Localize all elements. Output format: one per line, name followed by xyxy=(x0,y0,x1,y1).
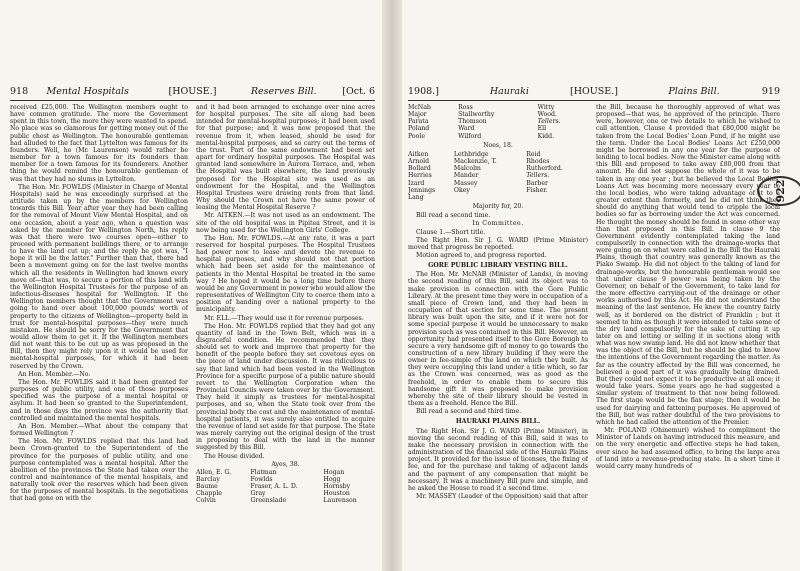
page-number: 918 xyxy=(10,86,29,97)
paragraph: Clause 1.—Short title. xyxy=(416,228,486,236)
table-row xyxy=(408,111,588,118)
member-name: Wilford xyxy=(458,132,482,140)
member-name: Hogg xyxy=(323,475,341,483)
paragraph: the Bill, because he thoroughly approved of what was proposed—that was, he approved of the principle. There were, however, one or two details to which he wished to call attention. Clause 4 provided that £80,000 might be taken from the Local Bodies' Loan Fund, if he might use the term. Under the Local Bodies' Loans Act £250,000 might be borrowed in any one year for the purpose of lending to local bodies. Now the Minister came along with this Bill and proposed to take away £80,000 from that amount. He did not suppose the whole of it was to be taken in any one year ; but he believed the Local Bodies' Loans Act was becoming more necessary every year to the local bodies, who were taking advantage of it to a greater extent than formerly, and he did not think they should do anything that would tend to cripple the local bodies so far as borrowing under the Act was concerned. He thought the money should be found in some other way than that proposed in this Bill. In clause 9 the Government evidently contemplated taking the land compulsorily in connection with the drainage-works that were going on on what were called in the Bill the Hauraki Plains, though that country was generally known as the Piako Swamp. He did not object to the taking of land for drainage-works, but the honourable gentleman would see that under clause 9 power was being taken by the Governor, on behalf of the Government, to take land for the more effective carrying-out of the drainage or other works authorised by this Act. He did not understand the meaning of the last sentence. He knew the country fairly well, as it bordered on the district of Franklin ; but it seemed to him as though it were intended to take some of the dry land compulsorily for the sake of cutting it up later on and letting or selling it in sections along with what was now swamp land. He did not know whether that was the object of the Bill, but he should be glad to know the intentions of the Government regarding the matter. As far as the country affected by the Bill was concerned, he believed a good part of it was gradually being drained. But they could not expect it to be productive at all once; it would take years. Some years ago he had suggested a similar system of treatment to that now being followed. The first stage would be the flax stage; then it would be used for dairying and fattening purposes. He approved of the Bill, but was rather doubtful of the two provisions to which he had called the attention of the Premier. xyxy=(596,104,780,426)
member-name: Barber xyxy=(526,179,548,187)
member-name: Bollard xyxy=(408,165,431,173)
section-title: Hauraki xyxy=(489,86,529,97)
table-row xyxy=(408,158,588,165)
paragraph: Bill read a second time. xyxy=(416,212,491,220)
table-row xyxy=(408,172,588,179)
member-name: Major xyxy=(408,111,427,119)
page-stamp: 922 xyxy=(757,176,800,206)
paragraph: The Hon. Mr. FOWLDS replied that this land had been Crown-granted to the Superintendent of the province for the purposes of public utility, and one purpose contemplated was a mental hospital. After the abolition of the provinces the State had taken over the control and maintenance of the mental hospitals, and naturally took over the reserves which had been given for the purposes of mental hospitals. In the negotiations that had gone on with the xyxy=(10,438,188,503)
member-name: Rutherford. xyxy=(526,165,563,173)
paragraph: The Hon. Mr. McNAB (Minister of Lands), in moving the second reading of this Bill, said its object was to make provision in connection with the Gore Public Library. At the present time they were in occupation of a small piece of Crown land, and they had been in occupation of that section for some time. The present library was built upon the site, and if it were not for some special purpose it would be unnecessary to make provision such as was contained in this Bill. However, an opportunity had presented itself to the Gore Borough to secure a very handsome gift of money to go towards the construction of a new library building if they were the owner in fee-simple of the land on which they built. As they were occupying this land under a title which, so far as the Crown was concerned, was as good as the freehold, in order to enable them to secure this handsome gift it was proposed to make provision whereby the site of their library should be vested in them as a freehold. Hence the Bill. xyxy=(408,271,588,408)
member-name: Mackenzie, T. xyxy=(453,158,497,166)
running-head xyxy=(408,86,780,100)
table-row xyxy=(408,104,588,111)
vote-table-continued xyxy=(408,104,588,140)
member-name xyxy=(454,194,526,201)
member-name: Thomson xyxy=(458,118,487,126)
member-name: Laurenson xyxy=(323,497,357,505)
member-name: Chapple xyxy=(196,490,222,498)
paragraph: The Hon. Mr. FOWLDS said it had been granted for purposes of public utility, and one of those purposes specified was the purpose of a mental hospital or asylum. It had been so granted to the Superintendent, and in those days the province was the authority that controlled and maintained the mental hospitals. xyxy=(10,378,188,422)
member-name: Arnold xyxy=(408,158,430,166)
left-column-2 xyxy=(196,104,375,571)
running-head xyxy=(10,86,375,100)
member-name: Baume xyxy=(196,483,218,491)
paragraph: The Hon. Mr. FOWLDS (Minister in Charge of Mental Hospitals) said he was exceedingly surprised at the attitude taken up by the members for Wellington towards this Bill. Year after year they had been calling for the removal of Mount View Mental Hospital, and on one occasion, about a year ago, when a question was asked by the member for Wellington North, his reply was that there were two courses open—either to proceed with permanent buildings there, or to arrange to have the land cut up; and the reply he got was, "I hope it will be the latter." Further than that, there had been a movement going on for the last twelve months which all the residents in Wellington had known every move of—that was, to secure a portion of this land with the Wellington Hospital Trustees for the purpose of an infectious-diseases hospital for Wellington. If the Wellington members thought that the Government was going to hand over about 100,000 pounds' worth of property to the citizens of Wellington—property held in trust for mental-hospital purposes—they were much mistaken. He should be sorry for the Government that would allow them to get it. If the Wellington members did not want this to be cut up as was proposed in the Bill, then they might rely upon it it would be used for mental-hospital purposes, for which it had been reserved by the Crown. xyxy=(10,183,188,370)
member-name: Hogan xyxy=(323,468,345,476)
right-column-1 xyxy=(408,104,588,571)
paragraph: An Hon. Member.—What about the company that formed Wellington ? xyxy=(10,422,188,438)
member-name: Mander xyxy=(453,172,479,180)
member-name: Reid xyxy=(526,150,541,158)
member-name: Okey xyxy=(453,186,470,194)
paragraph: An Hon. Member.—No. xyxy=(18,370,91,378)
book-gutter xyxy=(382,0,402,571)
member-name: Gray xyxy=(250,490,266,498)
paragraph: received £25,000. The Wellington members ought to have common gratitude. The more the Government spent in this town, the more they were wanted to spend. No place was so clamorous for getting money out of the public chest as Wellington. The honourable gentleman had alluded to the fact that Lyttelton was famous for its founders. Well, he (Mr. Laurenson) would rather be member for a town famous for its founders than member for a town famous for its founderers. Another thing he would remind the honourable gentleman of was that they had no slums in Lyttelton. xyxy=(10,104,188,183)
member-name: Herries xyxy=(408,172,432,180)
tellers-label: Tellers. xyxy=(526,172,550,180)
paragraph: Mr. AITKEN.—It was not used as an endowment. The site of the old hospital was in Pipitea Street, and it is now being used for the Wellington Girls' College. xyxy=(196,212,375,234)
house-label: [HOUSE.] xyxy=(168,86,217,97)
tellers-label: Tellers. xyxy=(537,118,561,126)
member-name: Aitken xyxy=(408,150,429,158)
member-name: Rhodes xyxy=(526,158,550,166)
paragraph: Bill read a second and third time. xyxy=(416,408,522,416)
left-column-1 xyxy=(10,104,188,571)
bill-title: Plains Bill. xyxy=(668,86,720,97)
bill-title: Reserves Bill. xyxy=(250,86,317,97)
majority-line: Majority for, 20. xyxy=(472,203,524,211)
house-label: [HOUSE.] xyxy=(570,86,618,97)
gore-bill-heading: GORE PUBLIC LIBRARY VESTING BILL. xyxy=(428,262,568,270)
table-row xyxy=(196,497,375,504)
hauraki-bill-heading: HAURAKI PLAINS BILL. xyxy=(455,418,541,426)
member-name: Houston xyxy=(323,490,350,498)
member-name: Fraser, A. L. D. xyxy=(250,483,298,491)
table-row xyxy=(196,476,375,483)
year-label: 1908.] xyxy=(408,86,439,97)
member-name: Parata xyxy=(408,118,429,126)
member-name: Massey xyxy=(453,179,478,187)
member-name: Lethbridge xyxy=(453,150,489,158)
table-row xyxy=(408,187,588,194)
member-name xyxy=(526,194,588,201)
table-row xyxy=(408,194,588,201)
header-rule xyxy=(10,100,375,101)
table-row xyxy=(408,133,588,140)
member-name: Poole xyxy=(408,132,426,140)
member-name: Barclay xyxy=(196,475,220,483)
table-row xyxy=(408,151,588,158)
member-name: Witty xyxy=(537,104,555,111)
paragraph: Motion agreed to, and progress reported. xyxy=(416,251,547,259)
ayes-heading: Ayes, 38. xyxy=(271,460,300,468)
member-name: Jennings xyxy=(408,186,436,194)
member-name: Lang xyxy=(408,193,424,201)
member-name: Wood. xyxy=(537,111,557,119)
right-column-2 xyxy=(596,104,780,571)
paragraph: The Right Hon. Sir J. G. WARD (Prime Minister), in moving the second reading of this Bill, said it was to make the necessary provision in connection with the administration of the financial side of the Hauraki Plains project. It provided for the issue of licenses, the fixing of fee, and for the purchase and taking of adjacent lands and the payment of any compensation that might be necessary. It was a machinery Bill pure and simple, and he asked the House to read it a second time. xyxy=(408,427,588,492)
header-rule xyxy=(408,100,780,101)
date-label: [Oct. 6 xyxy=(342,86,375,97)
paragraph: The Right Hon. Sir J. G. WARD (Prime Minister) moved that progress be reported. xyxy=(408,236,588,251)
section-title: Mental Hospitals xyxy=(46,86,129,97)
member-name: Hornsby xyxy=(323,483,351,491)
member-name: Allen, E. G. xyxy=(196,468,232,476)
member-name: Stallworthy xyxy=(458,111,495,119)
right-page xyxy=(408,0,780,571)
member-name: Kidd. xyxy=(537,132,555,140)
member-name: Colvin xyxy=(196,497,216,505)
member-name: Ell xyxy=(537,125,547,133)
member-name: Fisher. xyxy=(526,186,548,194)
member-name: Flatman xyxy=(250,468,277,476)
table-row xyxy=(408,180,588,187)
paragraph: The House divided. xyxy=(204,452,265,460)
paragraph: Mr. MASSEY (Leader of the Opposition) said that after xyxy=(416,492,588,500)
noes-table xyxy=(408,151,588,201)
table-row xyxy=(196,469,375,476)
table-row xyxy=(196,483,375,490)
paragraph: and it had been arranged to exchange over nine acres for hospital purposes. The site all along had been intended for mental-hospital purposes; it had been used for that purpose; and it was now proposed that the revenue from it, when leased, should be used for mental-hospital purposes, and so carry out the terms of the trust. Part of the same endowment had been set apart for ordinary hospital purposes. The Hospital was granted land somewhere in Aurora Terrace, and, when the Hospital was built elsewhere, the land previously proposed for the Hospital site was used as an endowment for the Hospital, and the Wellington Hospital Trustees were drawing rents from that land. Why should the Crown not have the same power of leasing the Mental Hospital Reserve ? xyxy=(196,104,375,212)
member-name: Poland xyxy=(408,125,430,133)
table-row xyxy=(408,125,588,132)
member-name: Ward xyxy=(458,125,475,133)
member-name: Fowlds xyxy=(250,475,273,483)
noes-heading: Noes, 18. xyxy=(483,141,513,149)
paragraph: The Hon. Mr. FOWLDS.—At any rate, it was a part reserved for hospital purposes. The Hospital Trustees had power now to lease and devote the revenue to hospital purposes, and why should not that portion which had been set aside for the maintenance of patients in the Mental Hospital be treated in the same way ? He hoped it would be a long time before there would be any Government in power who would allow the representatives of Wellington City to coerce them into a position of handing over a national property to the municipality. xyxy=(196,234,375,314)
left-page xyxy=(10,0,375,571)
ayes-table xyxy=(196,469,375,505)
committee-heading: In Committee. xyxy=(472,220,524,228)
page-number: 919 xyxy=(761,86,780,97)
table-row xyxy=(408,165,588,172)
member-name: Greenslade xyxy=(250,497,287,505)
paragraph: The Hon. Mr. FOWLDS replied that they had got any quantity of land in the Town Belt, which was in a disgraceful condition. He recommended that they should set to work and improve that property for the benefit of the people before they set covetous eyes on the piece of land under discussion. It was ridiculous to say that land which had been vested in the Wellington Province for a specific purpose of a public nature should revert to the Wellington Corporation when the Provincial Councils were taken over by the Government. They held it simply as trustees for mental-hospital purposes, and so, when the State took over from the provincial body the cost and the maintenance of mental-hospital patients, it was surely also entitled to acquire the revenue of land set aside for that purpose. The State was merely carrying out the original design of the trust in proposing to deal with the land in the manner suggested by this Bill. xyxy=(196,322,375,452)
paragraph: Mr. ELL.—They would use it for revenue purposes. xyxy=(204,314,364,322)
member-name: Malcolm xyxy=(453,165,481,173)
member-name: Ross xyxy=(458,104,473,111)
table-row xyxy=(408,118,588,125)
paragraph: Mr. POLAND (Ohinemuri) wished to compliment the Minister of Lands on having introduced this measure, and on the very energetic and effective steps he had taken, ever since he had assumed office, to bring the large area of land into a revenue-producing state. In a short time it would carry many hundreds of xyxy=(596,427,780,470)
member-name: Izard xyxy=(408,179,425,187)
table-row xyxy=(196,490,375,497)
member-name: McNab xyxy=(408,104,431,111)
